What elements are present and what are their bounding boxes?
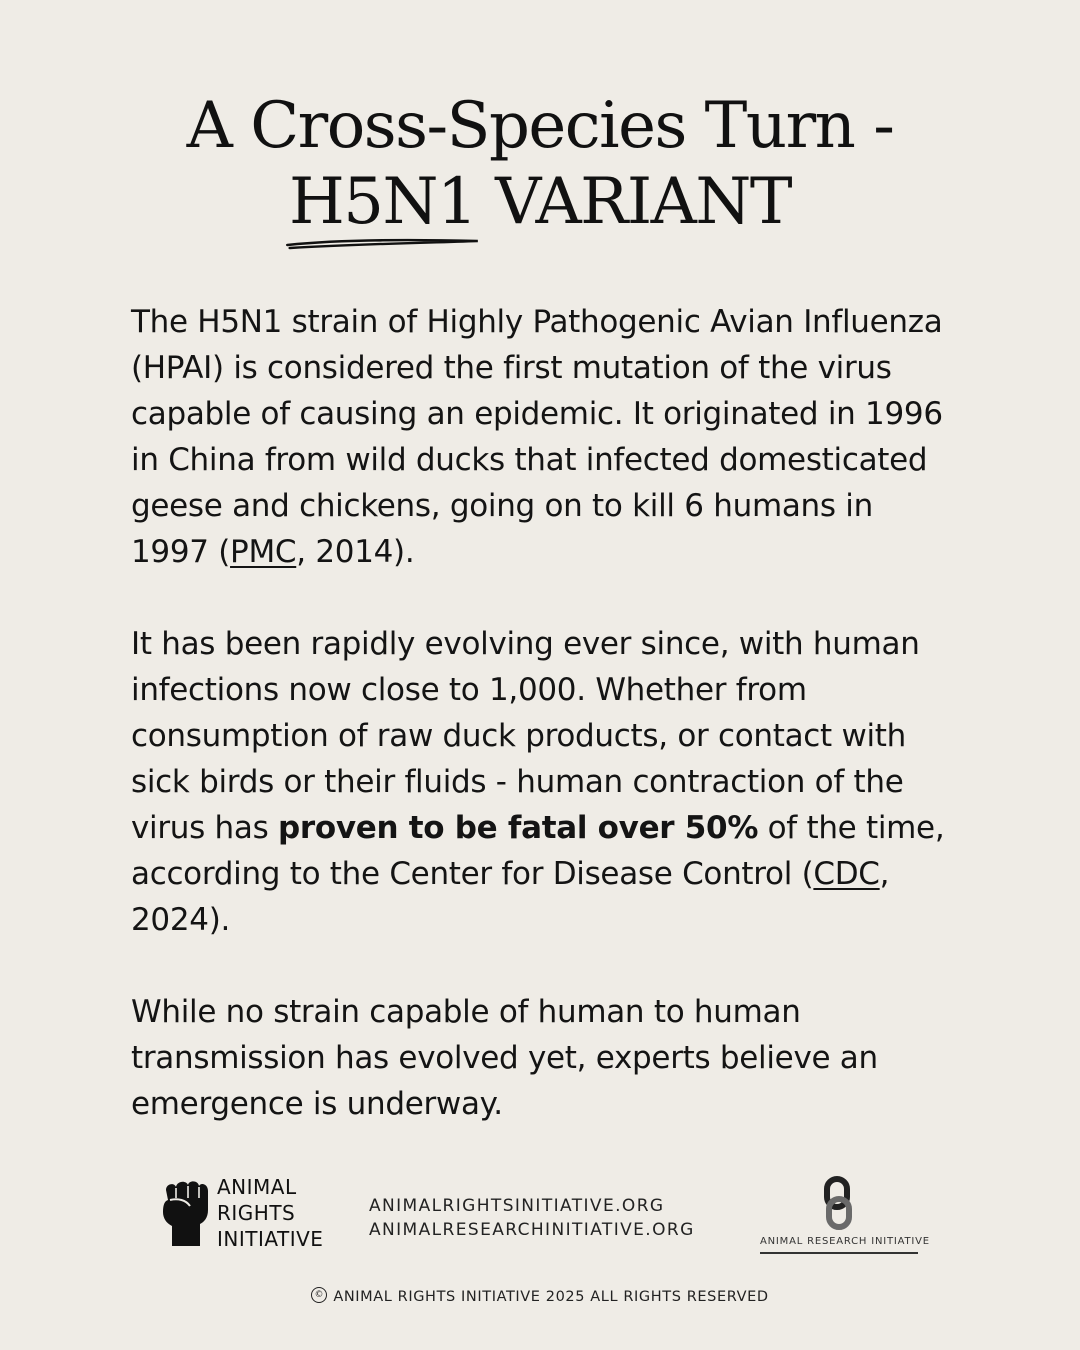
url-research[interactable]: ANIMALRESEARCHINITIATIVE.ORG: [369, 1220, 695, 1240]
title-accent-wrap: [289, 164, 476, 240]
paragraph-2: [131, 621, 951, 943]
paragraph-1-end: , 2014).: [296, 534, 415, 570]
paragraph-3: While no strain capable of human to human transmission has evolved yet, experts believe an emergence is underway.: [131, 994, 878, 1122]
copyright-text: ANIMAL RIGHTS INITIATIVE 2025 ALL RIGHTS RESERVED: [333, 1289, 769, 1305]
pmc-link[interactable]: PMC: [230, 534, 297, 570]
title-line-1: A Cross-Species Turn -: [186, 89, 894, 163]
paragraph-1-text: The H5N1 strain of Highly Pathogenic Avian Influenza (HPAI) is considered the first mutation of the virus capable of causing an epidemic. It originated in 1996 in China from wild ducks that infected domesticated geese and chickens, going on to kill 6 humans in 1997 (: [131, 304, 943, 570]
ari-line-2: RIGHTS: [217, 1201, 296, 1225]
paragraph-2-mid: of the time, according to the Center for Disease Control (: [131, 810, 945, 892]
research-logo-label: ANIMAL RESEARCH INITIATIVE: [760, 1236, 930, 1247]
website-links: [369, 1194, 695, 1242]
ari-line-1: ANIMAL: [217, 1175, 297, 1199]
cdc-link[interactable]: CDC: [813, 856, 880, 892]
title-rest: VARIANT: [476, 165, 792, 239]
chain-link-icon: [820, 1176, 856, 1230]
title-accent: H5N1: [288, 165, 477, 239]
copyright-notice: [0, 1289, 1080, 1305]
ari-line-3: INITIATIVE: [217, 1227, 324, 1251]
url-rights[interactable]: ANIMALRIGHTSINITIATIVE.ORG: [369, 1196, 665, 1216]
brush-underline-icon: [285, 236, 480, 250]
ari-logo: [160, 1172, 340, 1252]
paragraph-2-text: It has been rapidly evolving ever since, with human infections now close to 1,000. Whether from consumption of raw duck products, or contact with sick birds or their fluids - human contraction of the virus has: [131, 626, 920, 846]
ari-wordmark: [217, 1174, 323, 1252]
paragraph-1: [131, 299, 951, 575]
raised-fist-icon: [160, 1176, 210, 1248]
title-line-2: [0, 164, 1080, 240]
research-logo-rule: [760, 1252, 918, 1254]
copyright-icon: ©: [311, 1287, 327, 1303]
paragraph-2-end: , 2024).: [131, 856, 890, 938]
article-body: [131, 299, 951, 1127]
page-title: [0, 88, 1080, 240]
research-logo: [760, 1176, 930, 1256]
fatality-highlight: proven to be fatal over 50%: [278, 810, 759, 846]
